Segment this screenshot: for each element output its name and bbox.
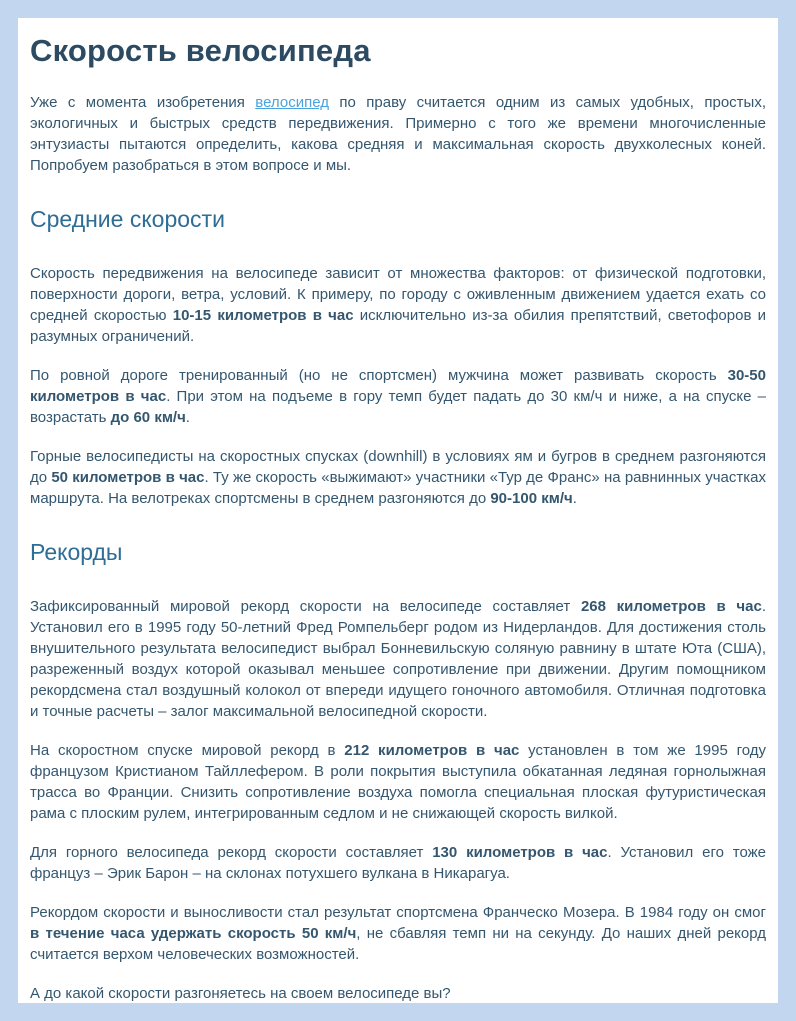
section-heading: Средние скорости: [30, 206, 225, 232]
text-segment: . При этом на подъеме в гору темп будет падать до 30 км/ч и ниже, а на спуске – возрастать: [30, 388, 767, 426]
paragraph: [30, 92, 766, 176]
paragraph: [30, 263, 766, 347]
text-segment: . Установил его тоже француз – Эрик Барон – на склонах потухшего вулкана в Никарагуа.: [30, 844, 767, 882]
text-segment: установлен в том же 1995 году французом Кристианом Тайллефером. В роли покрытия выступила обкатанная ледяная горнолыжная трасса во Франции. Снизить сопротивление воздуха помогла специальная плоская футуристическая рама с плоским рулем, интегрированным седлом и не снижающей скорость вилкой.: [30, 742, 766, 822]
paragraph: [30, 446, 766, 509]
text-segment: Горные велосипедисты на скоростных спусках (downhill) в условиях ям и бугров в среднем разгоняются до: [30, 448, 766, 486]
text-segment: Для горного велосипеда рекорд скорости составляет: [30, 844, 433, 861]
bold-text: 130 километров в час: [432, 844, 608, 861]
text-segment: по праву считается одним из самых удобных, простых, экологичных и быстрых средств передвижения. Примерно с того же времени многочисленные энтузиасты пытаются определить, какова средняя и максимальная скорость двухколесных коней. Попробуем разобраться в этом вопросе и мы.: [30, 94, 766, 174]
paragraph: [30, 842, 766, 884]
paragraph: [30, 983, 766, 1003]
article-container: [18, 18, 778, 1003]
bold-text: 30-50 километров в час: [30, 367, 766, 405]
bold-text: 268 километров в час: [580, 598, 762, 615]
text-segment: Зафиксированный мировой рекорд скорости на велосипеде составляет: [30, 598, 581, 615]
bold-text: 212 километров в час: [344, 742, 520, 759]
bold-text: 90-100 км/ч: [490, 490, 573, 507]
section-heading: Рекорды: [30, 539, 123, 565]
bold-text: в течение часа удержать скорость 50 км/ч: [30, 925, 357, 942]
text-segment: Скорость передвижения на велосипеде зависит от множества факторов: от физической подготовки, поверхности дороги, ветра, условий. К примеру, по городу с оживленным движением удается ехать со средней скоростью: [30, 265, 766, 324]
text-segment: На скоростном спуске мировой рекорд в: [30, 742, 345, 759]
inline-link[interactable]: велосипед: [255, 94, 329, 111]
page-title: Скорость велосипеда: [30, 33, 371, 68]
paragraph: [30, 740, 766, 824]
bold-text: 50 километров в час: [51, 469, 205, 486]
text-segment: .: [185, 409, 190, 426]
paragraph: [30, 596, 766, 722]
text-segment: .: [572, 490, 577, 507]
text-segment: исключительно из-за обилия препятствий, светофоров и разумных ограничений.: [30, 307, 767, 345]
text-segment: По ровной дороге тренированный (но не спортсмен) мужчина может развивать скорость: [30, 367, 728, 384]
paragraph: [30, 902, 766, 965]
text-segment: Рекордом скорости и выносливости стал результат спортсмена Франческо Мозера. В 1984 году он смог: [30, 904, 766, 921]
text-segment: Уже с момента изобретения: [30, 94, 256, 111]
text-segment: . Ту же скорость «выжимают» участники «Тур де Франс» на равнинных участках маршрута. На велотреках спортсмены в среднем разгоняются до: [30, 469, 766, 507]
text-segment: А до какой скорости разгоняетесь на своем велосипеде вы?: [30, 985, 451, 1002]
bold-text: 10-15 километров в час: [172, 307, 354, 324]
text-segment: . Установил его в 1995 году 50-летний Фред Ромпельберг родом из Нидерландов. Для достижения столь внушительного результата велосипедист выбрал Бонневильскую соляную равнину в штате Юта (США), разреженный воздух которой оказывал меньшее сопротивление при движении. Другим помощником рекордсмена стал воздушный колокол от впереди идущего гоночного автомобиля. Отличная подготовка и точные расчеты – залог максимальной велосипедной скорости.: [30, 598, 766, 720]
paragraph: [30, 365, 766, 428]
article-body: [30, 92, 766, 1003]
bold-text: до 60 км/ч: [110, 409, 186, 426]
text-segment: , не сбавляя темп ни на секунду. До наших дней рекорд считается верхом человеческих возможностей.: [30, 925, 766, 963]
